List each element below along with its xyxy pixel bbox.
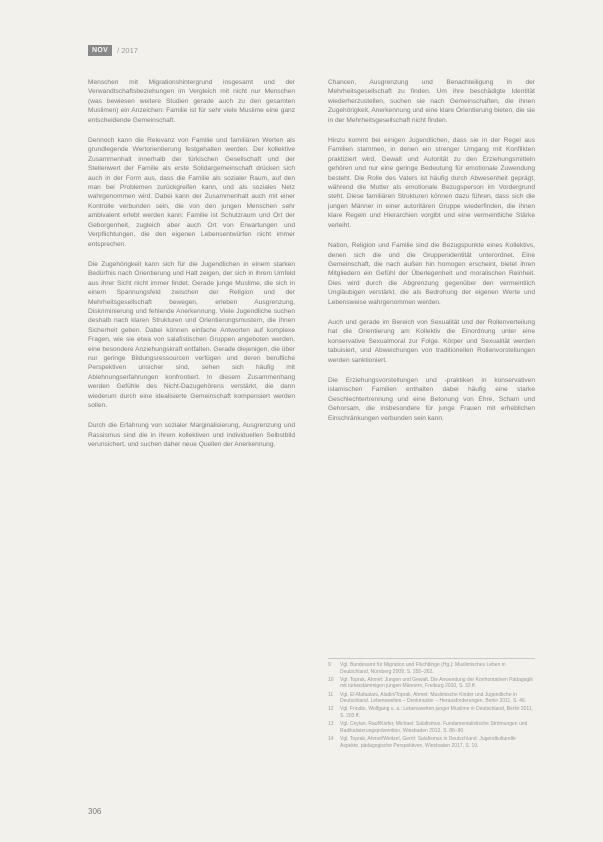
footnote-number: 11 [328, 691, 334, 698]
page-number: 306 [88, 807, 102, 816]
body-paragraph: Dennoch kann die Relevanz von Familie und familiären Werten als grundlegende Wertorientierung festgehalten werden. Der kollektive Zusammenhalt innerhalb der türkischen Gesellschaft und der Stellenwert der Familie als erste Solidargemeinschaft drücken sich auch in der Form aus, dass die Familie als sozialer Raum, auf den man bei Problemen zurückgreifen kann, und als soziales Netz wahrgenommen wird. Dabei kann der Zusammenhalt auch mit einer Kontrolle verbunden sein, die von den jungen Menschen sehr ambivalent erlebt werden kann: Familie ist Schutzraum und Ort der Geborgenheit, zugleich aber auch Ort von Erwartungen und Verpflichtungen, die den eigenen Lebensentwürfen nicht immer entsprechen. [88, 137, 295, 248]
footnote-number: 9 [328, 662, 331, 668]
footnotes [328, 658, 535, 751]
body-paragraph: Auch und gerade im Bereich von Sexualität und der Rollenverteilung hat die Orientierung am Kollektiv die Einordnung unter eine konservative Sexualmoral zur Folge. Körper und Sexualität werden tabuisiert, und Abweichungen von traditionellen Rollenvorstellungen werden sanktioniert. [328, 318, 535, 364]
body-paragraph: Hinzu kommt bei einigen Jugendlichen, dass sie in der Regel aus Familien stammen, in denen ein strenger Umgang mit Konflikten praktiziert wird, Gewalt und Autorität zu den Erziehungsmitteln gehören und nur eine geringe Bedeutung für emotionale Zuwendung besteht. Die Rolle des Vaters ist häufig durch Abwesenheit geprägt, während die Mutter als emotionale Bezugsperson im Vordergrund steht. Diese familiären Strukturen können dazu führen, dass sich die jungen Männer in einer autoritären Gruppe wiederfinden, die ihnen klare Regeln und Hierarchien vorgibt und eine vermeintliche Stärke verleiht. [328, 137, 535, 229]
body-paragraph: Menschen mit Migrationshintergrund insgesamt und der Verwandtschaftsbeziehungen im Vergleich mit nicht nur Menschen (was bewiesen weitere Studien gerade auch zu den gesamten Muslimen) ein Anzeichen: Familie ist für sehr viele Muslime eine ganz entscheidende Gemeinschaft. [88, 79, 295, 124]
footnote-number: 14 [328, 735, 334, 742]
body-paragraph: Nation, Religion und Familie sind die Bezugspunkte eines Kollektivs, denen sich die und die Gruppenidentität unterordnet. Eine Gemeinschaft, die nach außen hin homogen erscheint, bietet ihren Mitgliedern ein Gefühl der Überlegenheit und moralischen Reinheit. Dies wird durch die Abgrenzung gegenüber den vermeintlich Ungläubigen verstärkt, die als Bedrohung der eigenen Werte und Lebensweise wahrgenommen werden. [328, 242, 535, 306]
footnote [328, 677, 535, 690]
footnote-text: Vgl. Toprak, Ahmet: Jungen und Gewalt. Die Anwendung der Konfrontativen Pädagogik mit türkeistämmigen jungen Männern, Freiburg 2010, S. 33 ff. [340, 676, 533, 690]
footnote [328, 692, 535, 705]
footnote-number: 10 [328, 676, 334, 683]
issue-label: / 2017 [117, 45, 138, 55]
left-column [88, 78, 295, 450]
footnote [328, 721, 535, 734]
footnote-text: Vgl. Toprak, Ahmet/Weitzel, Gerrit: Salafismus in Deutschland. Jugendkulturelle Aspekte, pädagogische Perspektiven, Wiesbaden 2017, S. 19. [340, 735, 516, 749]
footnote-text: Vgl. Ceylan, Rauf/Kiefer, Michael: Salafismus. Fundamentalistische Strömungen und Radikalisierungsprävention, Wiesbaden 2013, S. 86–90. [340, 721, 528, 734]
issue-badge: NOV [88, 45, 112, 56]
body-paragraph: Chancen, Ausgrenzung und Benachteiligung in der Mehrheitsgesellschaft zu finden. Um ihre beschädigte Identität wiederherzustellen, suchen sie nach Gemeinschaften, die ihnen Zugehörigkeit, Anerkennung und eine klare Orientierung bieten, die sie in der Mehrheitsgesellschaft nicht finden. [328, 79, 535, 124]
footnote [328, 706, 535, 719]
footnote-number: 12 [328, 706, 334, 713]
body-paragraph: Durch die Erfahrung von sozialer Marginalisierung, Ausgrenzung und Rassismus sind die in ihrem kollektiven und individuellen Selbstbild verunsichert, und suchen daher neue Quellen der Anerkennung. [88, 422, 295, 449]
body-paragraph: Die Zugehörigkeit kann sich für die Jugendlichen in einem starken Bedürfnis nach Orientierung und Halt zeigen, der sich in ihrem Umfeld aus ihrer Sicht nicht immer findet. Gerade junge Muslime, die sich in einem Spannungsfeld zwischen der Religion und der Mehrheitsgesellschaft bewegen, erleben Ausgrenzung, Diskriminierung und fehlende Anerkennung. Viele Jugendliche suchen deshalb nach klaren Strukturen und Orientierungsmustern, die ihnen Sicherheit geben. Dabei können einfache Antworten auf komplexe Fragen, wie sie etwa von salafistischen Gruppen angeboten werden, eine besondere Anziehungskraft entfalten. Gerade diejenigen, die über nur geringe Bildungsressourcen verfügen und deren berufliche Perspektiven unsicher sind, sehen sich häufig mit Ablehnungserfahrungen konfrontiert. In diesem Zusammenhang werden Gefühle des Nicht-Dazugehörens verstärkt, die dann wiederum durch eine idealisierte Gemeinschaft kompensiert werden sollen. [88, 260, 295, 409]
footnote [328, 736, 535, 749]
footnote-number: 13 [328, 721, 334, 728]
footnote-text: Vgl. Frindte, Wolfgang u. a.: Lebenswelten junger Muslime in Deutschland, Berlin 2011, S. 203 ff. [340, 706, 533, 719]
running-header [88, 44, 138, 56]
footnote-text: Vgl. Bundesamt für Migration und Flüchtlinge (Hg.): Muslimisches Leben in Deutschland, Nürnberg 2009, S. 255–262. [340, 662, 506, 675]
footnote-text: Vgl. El-Mafaalani, Aladin/Toprak, Ahmet: Muslimische Kinder und Jugendliche in Deutschland. Lebenswelten – Denkmuster – Herausforderungen, Berlin 2011, S. 46. [340, 691, 527, 705]
body-paragraph: Die Erziehungsvorstellungen und -praktiken in konservativen islamischen Familien enthalten dabei häufig eine starke Geschlechtertrennung und eine Betonung von Ehre, Scham und Gehorsam, die insbesondere für junge Frauen mit erheblichen Einschränkungen verbunden sein kann. [328, 376, 535, 422]
footnote [328, 662, 535, 675]
right-column [328, 78, 535, 423]
